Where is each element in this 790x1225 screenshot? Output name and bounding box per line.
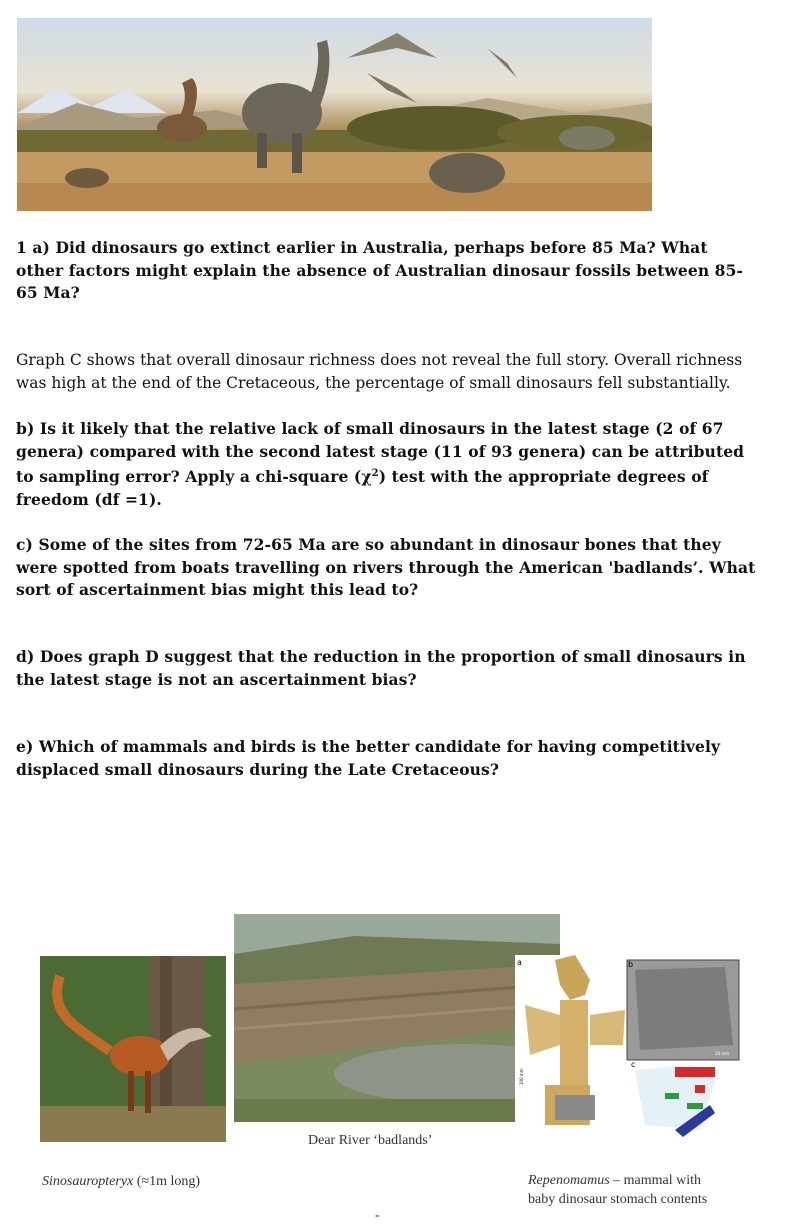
sinosauropteryx-size: (≈1m long) — [136, 1174, 201, 1189]
repenomamus-name: Repenomamus — [528, 1173, 610, 1188]
repenomamus-figure — [515, 955, 755, 1140]
sinosauropteryx-caption — [42, 1172, 200, 1191]
badlands-photo — [234, 914, 560, 1122]
panel-a-label: a — [517, 958, 522, 967]
question-d: d) Does graph D suggest that the reduction in the proportion of small dinosaurs in the latest stage is not an ascertainment bias? — [16, 647, 746, 689]
chi-symbol: χ — [361, 467, 372, 487]
sinosauropteryx-illustration — [40, 956, 226, 1142]
panel-b-label: b — [628, 960, 634, 969]
repenomamus-caption — [528, 1171, 707, 1209]
sinosauropteryx-name: Sinosauropteryx — [42, 1174, 134, 1189]
chi-superscript: 2 — [371, 468, 379, 479]
question-e: e) Which of mammals and birds is the better candidate for having competitively displaced small dinosaurs during the Late Cretaceous? — [16, 737, 721, 779]
question-c: c) Some of the sites from 72-65 Ma are so abundant in dinosaur bones that they were spotted from boats travelling on rivers through the American 'badlands’. What sort of ascertainment bias might this lead to? — [16, 535, 756, 599]
question-b — [16, 418, 756, 511]
main-scale-label: 100 mm — [519, 1068, 524, 1085]
repenomamus-desc: – mammal with — [609, 1173, 702, 1188]
question-b-text: b) Is it likely that the relative lack of small dinosaurs in the latest stage (2 of 67 genera) compared with the second latest stage (11 of 93 genera) can be attributed to sampling error? Apply a chi-square ( — [16, 419, 745, 487]
graph-c-paragraph: Graph C shows that overall dinosaur richness does not reveal the full story. Overall richness was high at the end of the Cretaceous, the percentage of small dinosaurs fell substantially. — [16, 351, 743, 392]
badlands-caption: Dear River ‘badlands’ — [308, 1133, 433, 1148]
repenomamus-desc-line2: baby dinosaur stomach contents — [528, 1192, 708, 1207]
panel-c-label: c — [631, 1060, 636, 1069]
inset-scale-label: 10 mm — [715, 1051, 730, 1056]
question-b-text-end: ) test with the appropriate degrees of freedom (df =1). — [16, 467, 709, 509]
dinosaur-landscape-illustration — [17, 18, 652, 211]
question-1a: 1 a) Did dinosaurs go extinct earlier in Australia, perhaps before 85 Ma? What other factors might explain the absence of Australian dinosaur fossils between 85-65 Ma? — [16, 238, 743, 302]
page-marker: - — [375, 1208, 380, 1223]
